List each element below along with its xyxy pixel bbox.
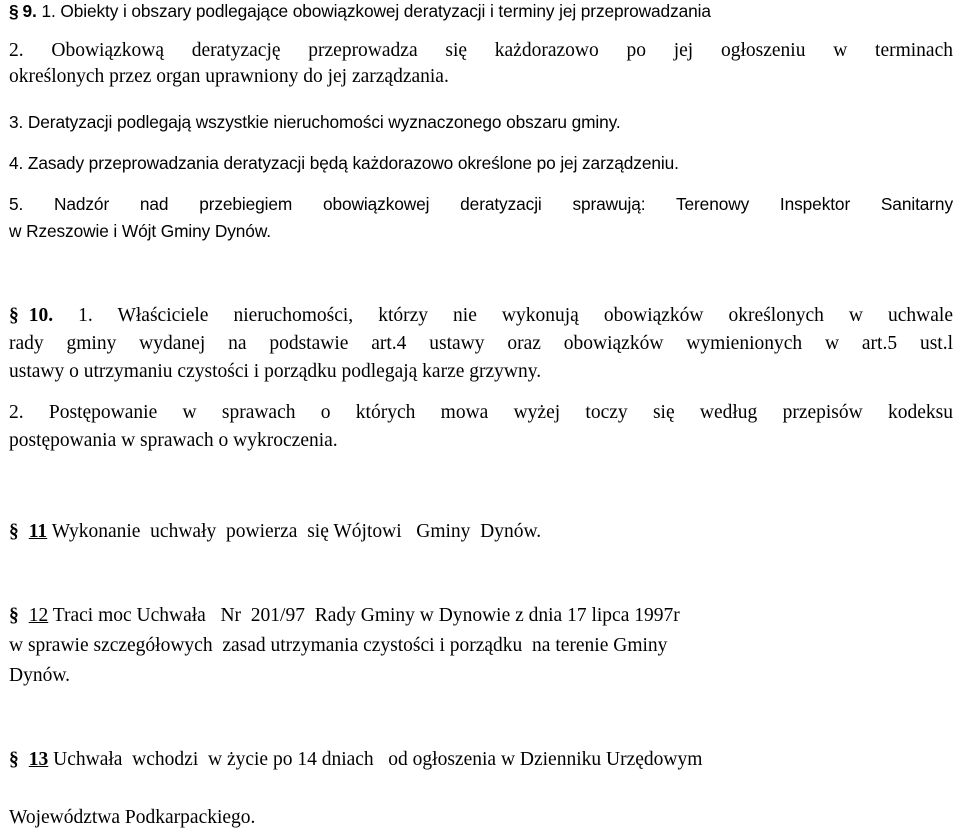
section-sign: §: [9, 605, 19, 626]
paragraph-text: 1. Właściciele nieruchomości, którzy nie wykonują obowiązków określonych w uchwale: [53, 305, 953, 326]
paragraph-9-4: 4. Zasady przeprowadzania deratyzacji będą każdorazowo określone po jej zarządzeniu.: [9, 153, 679, 173]
section-number: 9.: [22, 1, 37, 21]
section-11: [9, 519, 541, 545]
section-12-line-2: w sprawie szczegółowych zasad utrzymania czystości i porządku na terenie Gminy: [9, 635, 668, 656]
section-number: 10.: [28, 305, 54, 326]
section-10-line-1: [9, 303, 953, 329]
section-9-heading: [9, 0, 711, 24]
section-12-line-1: [9, 603, 680, 629]
section-number: 13: [28, 749, 49, 770]
paragraph-9-5-line-1: 5. Nadzór nad przebiegiem obowiązkowej deratyzacji sprawują: Terenowy Inspektor Sanitarny: [9, 194, 953, 214]
section-13-line-2: Województwa Podkarpackiego.: [9, 807, 256, 828]
section-10-line-2: rady gminy wydanej na podstawie art.4 ustawy oraz obowiązków wymienionych w art.5 ust.l: [9, 333, 953, 354]
paragraph-9-3: 3. Deratyzacji podlegają wszystkie nieruchomości wyznaczonego obszaru gminy.: [9, 112, 621, 132]
section-sign: §: [9, 1, 19, 21]
section-sign: §: [9, 305, 19, 326]
paragraph-10-2-line-1: 2. Postępowanie w sprawach o których mowa wyżej toczy się według przepisów kodeksu: [9, 402, 953, 423]
paragraph-9-2-line-2: określonych przez organ uprawniony do jej zarządzania.: [9, 66, 449, 87]
section-12-line-3: Dynów.: [9, 665, 71, 686]
paragraph-9-5-line-2: w Rzeszowie i Wójt Gminy Dynów.: [9, 221, 271, 241]
paragraph-9-2-line-1: 2. Obowiązkową deratyzację przeprowadza się każdorazowo po jej ogłoszeniu w terminach: [9, 40, 953, 61]
paragraph-text: Wykonanie uchwały powierza się Wójtowi Gminy Dynów.: [47, 521, 542, 542]
paragraph-text: Uchwała wchodzi w życie po 14 dniach od ogłoszenia w Dzienniku Urzędowym: [48, 749, 703, 770]
section-number: 12: [28, 605, 49, 626]
paragraph-text: Traci moc Uchwała Nr 201/97 Rady Gminy w Dynowie z dnia 17 lipca 1997r: [48, 605, 680, 626]
paragraph-text: 1. Obiekty i obszary podlegające obowiązkowej deratyzacji i terminy jej przeprowadzania: [41, 1, 711, 21]
section-sign: §: [9, 749, 19, 770]
section-10-line-3: ustawy o utrzymaniu czystości i porządku podlegają karze grzywny.: [9, 361, 542, 382]
section-13-line-1: [9, 747, 702, 773]
section-number: 11: [28, 521, 48, 542]
section-sign: §: [9, 521, 19, 542]
paragraph-10-2-line-2: postępowania w sprawach o wykroczenia.: [9, 430, 338, 451]
